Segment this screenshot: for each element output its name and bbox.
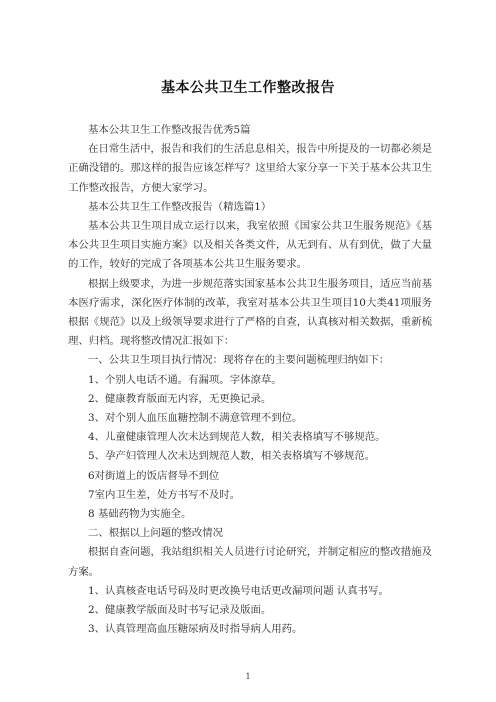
paragraph: 根据自查问题，我站组织相关人员进行讨论研究，并制定相应的整改措施及方案。 <box>68 546 432 578</box>
list-item: 3、认真管理高血压糖尿病及时指导病人用药。 <box>88 623 303 636</box>
list-item: 2、健康教育版面无内容，无更换记录。 <box>88 392 272 405</box>
paragraph: 在日常生活中，报告和我们的生活息息相关，报告中所提及的一切都必须是正确没错的。那这样的报告应该怎样写？这里给大家分享一下关于基本公共卫生工作整改报告，方便大家学习。 <box>68 143 432 194</box>
list-item: 8 基础药物为实施全。 <box>88 508 192 521</box>
list-item: 1、认真核查电话号码及时更改换号电话更改漏项问题 认真书写。 <box>88 584 389 597</box>
list-item: 7室内卫生差，处方书写不及时。 <box>88 488 241 501</box>
paragraph: 基本公共卫生项目成立运行以来，我室依照《国家公共卫生服务规范》《基本公共卫生项目实施方案》以及相关各类文件，从无到有、从有到优，做了大量的工作，较好的完成了各项基本公共卫生服务要求。 <box>68 220 432 271</box>
paragraph: 基本公共卫生工作整改报告优秀5篇 <box>88 124 251 136</box>
document-body <box>68 121 432 639</box>
list-item: 2、健康教学版面及时书写记录及版面。 <box>88 604 272 617</box>
list-item: 4、儿童健康管理人次未达到规范人数，相关表格填写不够规范。 <box>88 431 386 444</box>
paragraph: 基本公共卫生工作整改报告（精选篇1） <box>88 200 272 213</box>
list-item: 3、对个别人血压血糖控制不满意管理不到位。 <box>88 412 303 425</box>
list-item: 6对街道上的饭店督导不到位 <box>88 469 220 482</box>
page-title: 基本公共卫生工作整改报告 <box>161 80 335 96</box>
list-item: 1、个别人电话不通。有漏项。字体潦草。 <box>88 373 282 386</box>
paragraph: 根据上级要求，为进一步规范落实国家基本公共卫生服务项目，适应当前基本医疗需求，深化医疗体制的改革，我室对基本公共卫生项目10大类41项服务根据《规范》以及上级领导要求进行了严格的自查，认真核对相关数据，重新梳理、归档。现将整改情况汇报如下： <box>68 277 432 348</box>
section-heading: 二、根据以上问题的整改情况 <box>88 527 224 540</box>
page-number: 1 <box>245 672 251 681</box>
section-heading: 一、公共卫生项目执行情况：现将存在的主要问题梳理归纳如下： <box>88 354 390 367</box>
list-item: 5、孕产妇管理人次未达到规范人数，相关表格填写不够规范。 <box>88 450 376 463</box>
